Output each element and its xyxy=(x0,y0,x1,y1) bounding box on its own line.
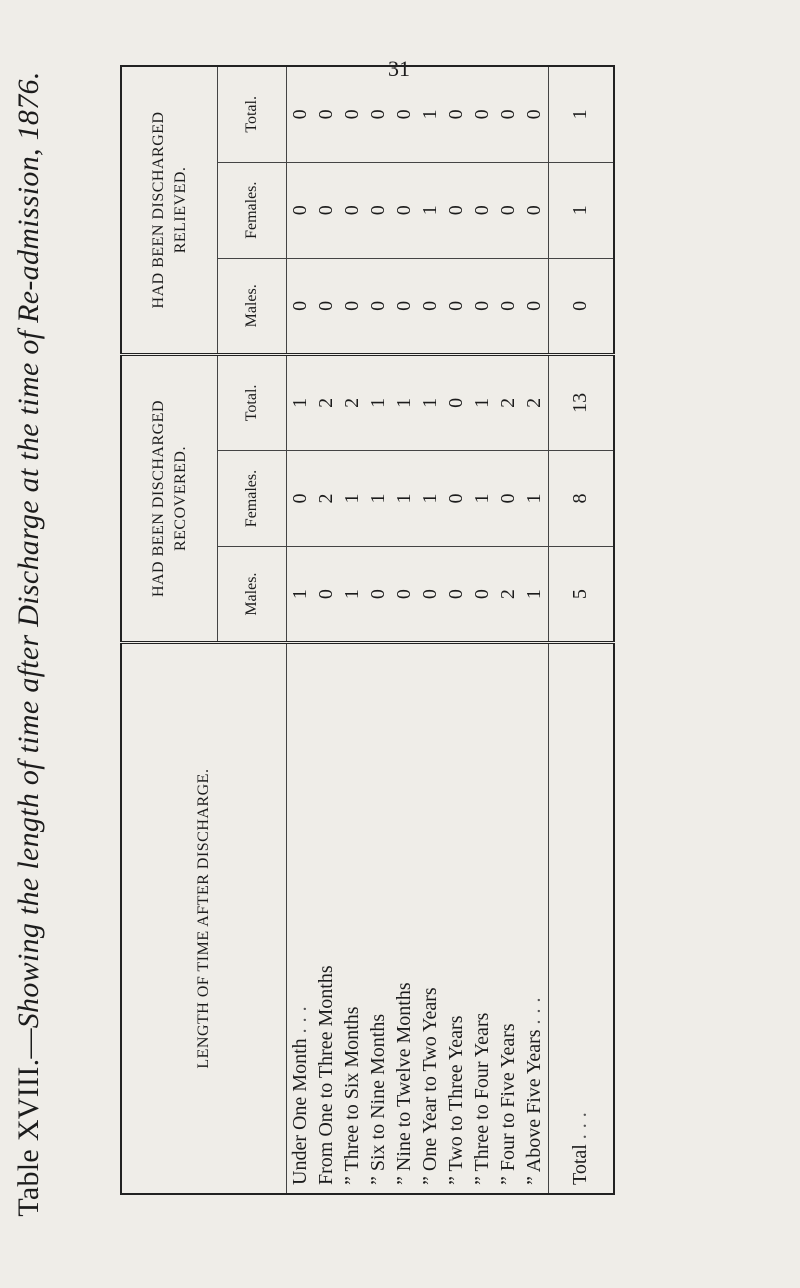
page-number: 31 xyxy=(388,56,410,81)
table-cell: 0 xyxy=(313,162,339,258)
row-label xyxy=(313,643,339,1194)
table-cell: 2 xyxy=(496,547,522,643)
table-cell: 0 xyxy=(365,547,391,643)
total-label-text: Total xyxy=(569,1144,592,1185)
row-label-text: ” Four to Five Years xyxy=(497,1023,520,1185)
table-cell: 0 xyxy=(365,258,391,354)
table-cell: 1 xyxy=(522,450,549,546)
table-cell: 1 xyxy=(339,450,365,546)
sub-header-females: Females. xyxy=(218,450,287,546)
table-row xyxy=(522,66,549,1194)
row-label xyxy=(418,643,444,1194)
table-cell: 0 xyxy=(470,258,496,354)
table-cell: 1 xyxy=(418,162,444,258)
table-cell: 1 xyxy=(470,450,496,546)
table-cell: 0 xyxy=(444,354,470,450)
table-cell: 0 xyxy=(392,66,418,162)
table-cell: 0 xyxy=(287,66,314,162)
table-cell: 0 xyxy=(392,258,418,354)
table-row xyxy=(444,66,470,1194)
total-row xyxy=(548,66,614,1194)
table-row xyxy=(339,66,365,1194)
total-cell: 1 xyxy=(548,162,614,258)
table-cell: 0 xyxy=(313,66,339,162)
table-cell: 2 xyxy=(313,450,339,546)
table-cell: 0 xyxy=(339,258,365,354)
row-label xyxy=(365,643,391,1194)
table-cell: 0 xyxy=(287,450,314,546)
header-row-groups xyxy=(121,66,218,1194)
row-label-text: ” One Year to Two Years xyxy=(419,987,442,1185)
table-cell: 0 xyxy=(522,258,549,354)
table-cell: 2 xyxy=(313,354,339,450)
row-label xyxy=(287,643,314,1194)
table-cell: 0 xyxy=(496,66,522,162)
total-label xyxy=(548,643,614,1194)
group-header-recovered: HAD BEEN DISCHARGED RECOVERED. xyxy=(121,354,218,642)
table-title xyxy=(12,0,46,1288)
row-label xyxy=(496,643,522,1194)
row-label-text: ” Two to Three Years xyxy=(445,1015,468,1185)
total-cell: 13 xyxy=(548,354,614,450)
sub-header-total: Total. xyxy=(218,354,287,450)
table-cell: 2 xyxy=(496,354,522,450)
row-label xyxy=(470,643,496,1194)
table-cell: 0 xyxy=(496,162,522,258)
row-label-text: ” Six to Nine Months xyxy=(366,1013,389,1185)
sub-header-females: Females. xyxy=(218,162,287,258)
table-cell: 1 xyxy=(418,66,444,162)
table-cell: 0 xyxy=(444,450,470,546)
table-cell: 0 xyxy=(522,162,549,258)
total-cell: 5 xyxy=(548,547,614,643)
table-cell: 0 xyxy=(496,258,522,354)
row-label-text: ” Three to Six Months xyxy=(340,1006,363,1185)
table-title-text: Showing the length of time after Discharge at the time of Re-admission, 1876. xyxy=(12,71,45,1029)
table-cell: 1 xyxy=(418,354,444,450)
table-cell: 1 xyxy=(365,450,391,546)
row-label-text: ” Three to Four Years xyxy=(471,1012,494,1185)
table-cell: 1 xyxy=(392,450,418,546)
table-cell: 0 xyxy=(444,162,470,258)
table-cell: 0 xyxy=(470,162,496,258)
group-header-relieved: HAD BEEN DISCHARGED RELIEVED. xyxy=(121,66,218,354)
table-row xyxy=(496,66,522,1194)
table-cell: 0 xyxy=(365,66,391,162)
table-container xyxy=(120,65,615,1195)
total-cell: 1 xyxy=(548,66,614,162)
table-cell: 0 xyxy=(287,162,314,258)
table-cell: 1 xyxy=(287,547,314,643)
table-row xyxy=(470,66,496,1194)
row-label-text: Under One Month xyxy=(288,1038,311,1185)
table-row xyxy=(313,66,339,1194)
readmission-table xyxy=(120,65,615,1195)
row-label xyxy=(444,643,470,1194)
table-cell: 2 xyxy=(522,354,549,450)
table-row xyxy=(287,66,314,1194)
row-label xyxy=(339,643,365,1194)
table-row xyxy=(418,66,444,1194)
row-label-text: ” Above Five Years xyxy=(523,1029,546,1185)
table-cell: 1 xyxy=(339,547,365,643)
table-cell: 0 xyxy=(470,66,496,162)
row-label xyxy=(522,643,549,1194)
table-cell: 0 xyxy=(444,547,470,643)
length-of-time-header: LENGTH OF TIME AFTER DISCHARGE. xyxy=(121,643,287,1194)
table-cell: 0 xyxy=(339,66,365,162)
table-cell: 1 xyxy=(522,547,549,643)
table-cell: 0 xyxy=(418,547,444,643)
total-cell: 0 xyxy=(548,258,614,354)
table-cell: 0 xyxy=(522,66,549,162)
table-cell: 0 xyxy=(418,258,444,354)
table-row xyxy=(365,66,391,1194)
table-cell: 0 xyxy=(313,547,339,643)
table-title-prefix: Table XVIII.— xyxy=(12,1028,45,1217)
table-cell: 0 xyxy=(444,258,470,354)
sub-header-males: Males. xyxy=(218,547,287,643)
table-cell: 0 xyxy=(287,258,314,354)
row-leader: ... xyxy=(288,1000,311,1034)
table-cell: 1 xyxy=(287,354,314,450)
row-label xyxy=(392,643,418,1194)
total-cell: 8 xyxy=(548,450,614,546)
table-cell: 0 xyxy=(339,162,365,258)
sub-header-total: Total. xyxy=(218,66,287,162)
row-label-text: From One to Three Months xyxy=(314,965,337,1185)
row-leader: ... xyxy=(523,991,546,1025)
table-cell: 2 xyxy=(339,354,365,450)
table-cell: 0 xyxy=(444,66,470,162)
table-cell: 1 xyxy=(392,354,418,450)
table-cell: 1 xyxy=(470,354,496,450)
table-cell: 1 xyxy=(365,354,391,450)
sub-header-males: Males. xyxy=(218,258,287,354)
table-cell: 0 xyxy=(313,258,339,354)
table-row xyxy=(392,66,418,1194)
table-cell: 0 xyxy=(496,450,522,546)
table-cell: 1 xyxy=(418,450,444,546)
table-cell: 0 xyxy=(365,162,391,258)
table-cell: 0 xyxy=(470,547,496,643)
table-cell: 0 xyxy=(392,162,418,258)
total-leader: ... xyxy=(569,1106,592,1140)
table-cell: 0 xyxy=(392,547,418,643)
row-label-text: ” Nine to Twelve Months xyxy=(393,982,416,1185)
